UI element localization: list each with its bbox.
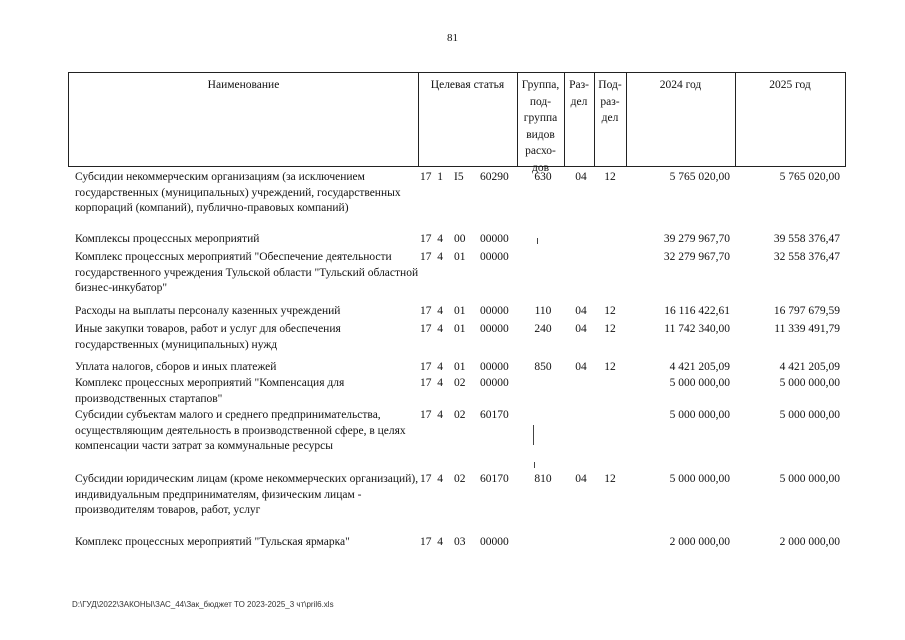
row-amount-2024: 5 765 020,00 xyxy=(669,171,730,183)
header-year-2024: 2024 год xyxy=(659,79,702,91)
row-name: Расходы на выплаты персоналу казенных учреждений xyxy=(75,305,341,317)
row-code-subprogram: 01 xyxy=(454,323,466,335)
row-section: 04 xyxy=(575,323,587,335)
code-part: 17 xyxy=(420,473,432,485)
code-part: 4 xyxy=(437,536,443,548)
row-code-program xyxy=(420,472,454,488)
row-subsection: 12 xyxy=(604,305,616,317)
row-group: 110 xyxy=(534,305,552,317)
header-name: Наименование xyxy=(207,79,280,91)
code-part: 4 xyxy=(437,305,443,317)
row-name: Субсидии некоммерческим организациям (за исключением государственных (муниципальных) учреждений, государственных корпораций (компаний), публично-правовых компаний) xyxy=(75,171,401,214)
code-part: 4 xyxy=(437,323,443,335)
row-code-subprogram: 02 xyxy=(454,377,466,389)
code-part: 17 xyxy=(420,305,432,317)
row-name: Комплекс процессных мероприятий "Компенсация для производственных стартапов" xyxy=(75,377,345,405)
row-code-direction: 00000 xyxy=(480,251,509,263)
row-amount-2024: 5 000 000,00 xyxy=(669,409,730,421)
row-code-program xyxy=(420,535,454,551)
code-part: 17 xyxy=(420,536,432,548)
row-code-subprogram: 01 xyxy=(454,361,466,373)
code-part: 4 xyxy=(437,473,443,485)
row-amount-2024: 11 742 340,00 xyxy=(664,323,730,335)
code-part: 4 xyxy=(437,377,443,389)
row-code-direction: 60170 xyxy=(480,409,509,421)
scan-mark xyxy=(533,425,534,445)
row-name: Комплекс процессных мероприятий "Обеспечение деятельности государственного учреждения Тульской области "Тульский областной бизнес-инкубатор" xyxy=(75,251,419,294)
file-path-footer: D:\ГУД\2022\ЗАКОНЫ\ЗАС_44\Зак_бюджет ТО 2023-2025_3 чт\pril6.xls xyxy=(72,600,334,609)
code-part: 1 xyxy=(437,171,443,183)
code-part: 17 xyxy=(420,361,432,373)
row-code-subprogram: 02 xyxy=(454,473,466,485)
row-code-program xyxy=(420,360,454,376)
row-name: Субсидии субъектам малого и среднего предпринимательства, осуществляющим деятельность в производственной сфере, в целях компенсации части затрат за коммунальные ресурсы xyxy=(75,409,406,452)
row-code-program xyxy=(420,322,454,338)
page-number: 81 xyxy=(447,32,458,44)
row-code-direction: 60290 xyxy=(480,171,509,183)
row-subsection: 12 xyxy=(604,323,616,335)
row-code-direction: 00000 xyxy=(480,536,509,548)
scan-mark xyxy=(534,462,535,468)
row-amount-2025: 4 421 205,09 xyxy=(779,361,840,373)
header-section: Раз- дел xyxy=(569,79,589,108)
row-code-program xyxy=(420,304,454,320)
row-group: 850 xyxy=(534,361,552,373)
row-code-subprogram: I5 xyxy=(454,171,464,183)
row-section: 04 xyxy=(575,361,587,373)
row-group: 630 xyxy=(534,171,552,183)
row-subsection: 12 xyxy=(604,473,616,485)
code-part: 17 xyxy=(420,251,432,263)
row-code-subprogram: 03 xyxy=(454,536,466,548)
code-part: 4 xyxy=(437,233,443,245)
row-amount-2025: 5 000 000,00 xyxy=(779,473,840,485)
row-code-subprogram: 00 xyxy=(454,233,466,245)
row-amount-2024: 2 000 000,00 xyxy=(669,536,730,548)
row-amount-2025: 11 339 491,79 xyxy=(774,323,840,335)
row-section: 04 xyxy=(575,171,587,183)
row-group: 240 xyxy=(534,323,552,335)
header-subsection: Под- раз- дел xyxy=(598,79,622,124)
row-amount-2025: 5 000 000,00 xyxy=(779,377,840,389)
row-name: Уплата налогов, сборов и иных платежей xyxy=(75,361,277,373)
header-year-2025: 2025 год xyxy=(769,79,811,91)
table-header xyxy=(68,72,846,174)
row-amount-2025: 16 797 679,59 xyxy=(773,305,840,317)
row-amount-2025: 5 000 000,00 xyxy=(779,409,840,421)
row-code-program xyxy=(420,232,454,248)
row-amount-2024: 39 279 967,70 xyxy=(663,233,730,245)
row-name: Комплексы процессных мероприятий xyxy=(75,233,260,245)
row-subsection: 12 xyxy=(604,361,616,373)
row-amount-2024: 5 000 000,00 xyxy=(669,377,730,389)
code-part: 17 xyxy=(420,377,432,389)
row-code-direction: 60170 xyxy=(480,473,509,485)
code-part: 17 xyxy=(420,323,432,335)
row-amount-2024: 4 421 205,09 xyxy=(669,361,730,373)
row-amount-2024: 5 000 000,00 xyxy=(669,473,730,485)
row-amount-2024: 16 116 422,61 xyxy=(664,305,730,317)
row-name: Комплекс процессных мероприятий "Тульская ярмарка" xyxy=(75,536,350,548)
row-code-subprogram: 01 xyxy=(454,305,466,317)
row-code-program xyxy=(420,170,454,186)
row-section: 04 xyxy=(575,305,587,317)
code-part: 4 xyxy=(437,361,443,373)
row-section: 04 xyxy=(575,473,587,485)
row-amount-2024: 32 279 967,70 xyxy=(663,251,730,263)
row-amount-2025: 32 558 376,47 xyxy=(773,251,840,263)
row-amount-2025: 5 765 020,00 xyxy=(779,171,840,183)
code-part: 17 xyxy=(420,233,432,245)
row-code-direction: 00000 xyxy=(480,323,509,335)
row-subsection: 12 xyxy=(604,171,616,183)
row-code-direction: 00000 xyxy=(480,361,509,373)
header-target: Целевая статья xyxy=(430,79,505,91)
row-code-direction: 00000 xyxy=(480,233,509,245)
row-code-program xyxy=(420,408,454,424)
row-code-program xyxy=(420,376,454,392)
code-part: 17 xyxy=(420,171,432,183)
code-part: 4 xyxy=(437,409,443,421)
row-name: Субсидии юридическим лицам (кроме некоммерческих организаций), индивидуальным предпринимателям, физическим лицам - производителям товаров, работ, услуг xyxy=(75,473,419,516)
scan-mark xyxy=(537,238,538,244)
row-code-direction: 00000 xyxy=(480,305,509,317)
row-amount-2025: 39 558 376,47 xyxy=(773,233,840,245)
header-group: Группа, под- группа видов расхо- дов xyxy=(521,79,560,174)
row-group: 810 xyxy=(534,473,552,485)
code-part: 4 xyxy=(437,251,443,263)
row-code-direction: 00000 xyxy=(480,377,509,389)
row-code-program xyxy=(420,250,454,266)
row-name: Иные закупки товаров, работ и услуг для обеспечения государственных (муниципальных) нужд xyxy=(75,323,341,351)
code-part: 17 xyxy=(420,409,432,421)
row-code-subprogram: 01 xyxy=(454,251,466,263)
row-amount-2025: 2 000 000,00 xyxy=(779,536,840,548)
row-code-subprogram: 02 xyxy=(454,409,466,421)
